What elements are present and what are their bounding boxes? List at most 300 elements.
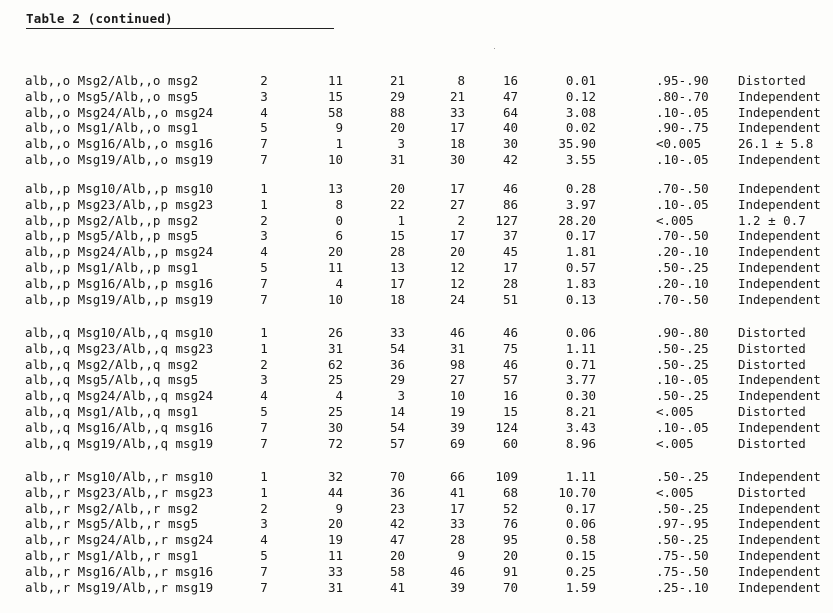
result-cell: Independent [738, 388, 821, 404]
chi-square-cell: 1.11 [565, 340, 596, 356]
row-label: alb,,p Msg24/Alb,,p msg24 [25, 244, 214, 260]
table-row [0, 580, 833, 596]
count-cell-2: 3 [397, 136, 405, 152]
row-label: alb,,q Msg24/Alb,,q msg24 [25, 388, 214, 404]
chi-square-cell: 0.15 [565, 548, 596, 563]
count-cell-3: 69 [449, 435, 465, 451]
table-row [0, 485, 833, 501]
count-cell-4: 109 [495, 469, 518, 484]
probability-cell: .20-.10 [656, 244, 709, 260]
result-cell: Independent [738, 120, 821, 136]
result-cell: Independent [738, 419, 821, 435]
count-cell-3: 33 [449, 516, 465, 532]
chromosome-cell: 2 [260, 500, 268, 516]
chromosome-cell: 7 [260, 579, 268, 595]
chromosome-cell: 3 [260, 372, 268, 388]
row-label: alb,,p Msg5/Alb,,p msg5 [25, 228, 199, 244]
result-cell: Distorted [738, 404, 806, 419]
row-label: alb,,p Msg19/Alb,,p msg19 [25, 291, 214, 307]
chi-square-cell: 3.77 [565, 372, 596, 388]
result-cell: Independent [738, 532, 821, 548]
table-row [0, 548, 833, 564]
count-cell-2: 20 [389, 181, 405, 196]
count-cell-3: 9 [457, 548, 465, 563]
table-row [0, 501, 833, 517]
chi-square-cell: 0.13 [565, 291, 596, 307]
count-cell-1: 10 [327, 291, 343, 307]
chromosome-cell: 7 [260, 291, 268, 307]
count-cell-1: 62 [327, 356, 343, 372]
count-cell-2: 54 [389, 419, 405, 435]
chi-square-cell: 1.59 [565, 579, 596, 595]
count-cell-1: 9 [335, 500, 343, 516]
table-row [0, 152, 833, 168]
chromosome-cell: 1 [260, 325, 268, 340]
chromosome-cell: 4 [260, 388, 268, 404]
probability-cell: <.005 [656, 435, 694, 451]
probability-cell: .95-.90 [656, 73, 709, 88]
count-cell-1: 11 [327, 260, 343, 275]
row-label: alb,,r Msg16/Alb,,r msg16 [25, 563, 214, 579]
probability-cell: .90-.80 [656, 325, 709, 340]
count-cell-1: 31 [327, 340, 343, 356]
count-cell-4: 124 [495, 419, 518, 435]
count-cell-3: 28 [449, 532, 465, 548]
table-row [0, 341, 833, 357]
chi-square-cell: 0.17 [565, 228, 596, 244]
count-cell-4: 15 [502, 404, 518, 419]
count-cell-4: 47 [502, 88, 518, 104]
count-cell-2: 17 [389, 275, 405, 291]
result-cell: Distorted [738, 435, 806, 451]
count-cell-2: 54 [389, 340, 405, 356]
table-row [0, 388, 833, 404]
count-cell-3: 39 [449, 579, 465, 595]
count-cell-2: 3 [397, 388, 405, 404]
result-cell: Independent [738, 516, 821, 532]
result-cell: Independent [738, 469, 821, 484]
count-cell-1: 25 [327, 404, 343, 419]
count-cell-2: 21 [389, 73, 405, 88]
chi-square-cell: 35.90 [558, 136, 596, 152]
count-cell-4: 60 [502, 435, 518, 451]
table-title: Table 2 (continued) [26, 11, 334, 29]
count-cell-1: 31 [327, 579, 343, 595]
chromosome-cell: 1 [260, 181, 268, 196]
count-cell-1: 20 [327, 244, 343, 260]
chi-square-cell: 0.28 [565, 181, 596, 196]
count-cell-4: 45 [502, 244, 518, 260]
result-cell: Independent [738, 291, 821, 307]
chromosome-cell: 4 [260, 104, 268, 120]
count-cell-3: 17 [449, 120, 465, 136]
result-cell: Independent [738, 228, 821, 244]
result-cell: Distorted [738, 356, 806, 372]
count-cell-4: 70 [502, 579, 518, 595]
row-label: alb,,r Msg24/Alb,,r msg24 [25, 532, 214, 548]
count-cell-3: 98 [449, 356, 465, 372]
count-cell-2: 1 [397, 212, 405, 228]
row-label: alb,,q Msg2/Alb,,q msg2 [25, 356, 199, 372]
chromosome-cell: 5 [260, 548, 268, 563]
count-cell-1: 9 [335, 120, 343, 136]
table-row [0, 244, 833, 260]
probability-cell: .80-.70 [656, 88, 709, 104]
table-row [0, 436, 833, 452]
chromosome-cell: 1 [260, 340, 268, 356]
row-label: alb,,o Msg1/Alb,,o msg1 [25, 120, 199, 136]
count-cell-2: 20 [389, 548, 405, 563]
chromosome-cell: 1 [260, 196, 268, 212]
chromosome-cell: 3 [260, 228, 268, 244]
chromosome-cell: 1 [260, 484, 268, 500]
count-cell-1: 11 [327, 73, 343, 88]
chi-square-cell: 0.02 [565, 120, 596, 136]
count-cell-4: 46 [502, 181, 518, 196]
count-cell-1: 25 [327, 372, 343, 388]
probability-cell: .97-.95 [656, 516, 709, 532]
count-cell-3: 12 [449, 275, 465, 291]
table-row [0, 228, 833, 244]
count-cell-4: 46 [502, 356, 518, 372]
count-cell-4: 16 [502, 388, 518, 404]
chromosome-cell: 2 [260, 73, 268, 88]
chi-square-cell: 1.83 [565, 275, 596, 291]
chi-square-cell: 1.81 [565, 244, 596, 260]
count-cell-2: 47 [389, 532, 405, 548]
count-cell-1: 13 [327, 181, 343, 196]
probability-cell: .70-.50 [656, 228, 709, 244]
chi-square-cell: 3.08 [565, 104, 596, 120]
count-cell-3: 46 [449, 563, 465, 579]
chromosome-cell: 3 [260, 88, 268, 104]
count-cell-2: 36 [389, 484, 405, 500]
count-cell-4: 20 [502, 548, 518, 563]
count-cell-1: 6 [335, 228, 343, 244]
row-label: alb,,q Msg19/Alb,,q msg19 [25, 435, 214, 451]
count-cell-4: 75 [502, 340, 518, 356]
count-cell-4: 37 [502, 228, 518, 244]
probability-cell: .50-.25 [656, 469, 709, 484]
table-row [0, 73, 833, 89]
result-cell: Independent [738, 563, 821, 579]
table-row [0, 105, 833, 121]
chi-square-cell: 0.57 [565, 260, 596, 275]
count-cell-4: 68 [502, 484, 518, 500]
count-cell-1: 58 [327, 104, 343, 120]
table-row [0, 89, 833, 105]
count-cell-3: 33 [449, 104, 465, 120]
table-row [0, 564, 833, 580]
count-cell-2: 15 [389, 228, 405, 244]
count-cell-3: 2 [457, 212, 465, 228]
result-cell: Distorted [738, 340, 806, 356]
result-cell: Independent [738, 579, 821, 595]
probability-cell: .50-.25 [656, 340, 709, 356]
count-cell-1: 4 [335, 388, 343, 404]
table-row [0, 469, 833, 485]
result-cell: Distorted [738, 484, 806, 500]
count-cell-2: 41 [389, 579, 405, 595]
chromosome-cell: 7 [260, 563, 268, 579]
count-cell-4: 64 [502, 104, 518, 120]
row-label: alb,,o Msg16/Alb,,o msg16 [25, 136, 214, 152]
table-row [0, 181, 833, 197]
chromosome-cell: 1 [260, 469, 268, 484]
chromosome-cell: 5 [260, 120, 268, 136]
probability-cell: .10-.05 [656, 152, 709, 167]
probability-cell: .75-.50 [656, 563, 709, 579]
chi-square-cell: 3.43 [565, 419, 596, 435]
chromosome-cell: 7 [260, 419, 268, 435]
count-cell-4: 28 [502, 275, 518, 291]
row-label: alb,,q Msg1/Alb,,q msg1 [25, 404, 199, 419]
chi-square-cell: 10.70 [558, 484, 596, 500]
chi-square-cell: 8.21 [565, 404, 596, 419]
row-label: alb,,p Msg1/Alb,,p msg1 [25, 260, 199, 275]
probability-cell: .70-.50 [656, 181, 709, 196]
count-cell-1: 20 [327, 516, 343, 532]
count-cell-3: 46 [449, 325, 465, 340]
count-cell-1: 1 [335, 136, 343, 152]
row-label: alb,,r Msg23/Alb,,r msg23 [25, 484, 214, 500]
count-cell-1: 72 [327, 435, 343, 451]
row-label: alb,,o Msg2/Alb,,o msg2 [25, 73, 199, 88]
count-cell-3: 17 [449, 181, 465, 196]
probability-cell: .10-.05 [656, 372, 709, 388]
probability-cell: .90-.75 [656, 120, 709, 136]
table-row [0, 292, 833, 308]
count-cell-2: 23 [389, 500, 405, 516]
row-label: alb,,q Msg23/Alb,,q msg23 [25, 340, 214, 356]
row-label: alb,,q Msg16/Alb,,q msg16 [25, 419, 214, 435]
probability-cell: .75-.50 [656, 548, 709, 563]
chi-square-cell: 8.96 [565, 435, 596, 451]
count-cell-4: 91 [502, 563, 518, 579]
probability-cell: .50-.25 [656, 388, 709, 404]
result-cell: Independent [738, 500, 821, 516]
chromosome-cell: 5 [260, 404, 268, 419]
chi-square-cell: 0.25 [565, 563, 596, 579]
count-cell-3: 24 [449, 291, 465, 307]
result-cell: Independent [738, 181, 821, 196]
count-cell-3: 17 [449, 228, 465, 244]
count-cell-1: 0 [335, 212, 343, 228]
count-cell-1: 10 [327, 152, 343, 167]
count-cell-3: 39 [449, 419, 465, 435]
count-cell-3: 8 [457, 73, 465, 88]
count-cell-3: 27 [449, 372, 465, 388]
chromosome-cell: 5 [260, 260, 268, 275]
row-label: alb,,r Msg19/Alb,,r msg19 [25, 579, 214, 595]
probability-cell: <0.005 [656, 136, 702, 152]
result-cell: 1.2 ± 0.7 [738, 212, 806, 228]
table-row [0, 197, 833, 213]
table-row [0, 372, 833, 388]
count-cell-3: 27 [449, 196, 465, 212]
count-cell-4: 57 [502, 372, 518, 388]
speck-mark [494, 48, 495, 49]
probability-cell: .50-.25 [656, 532, 709, 548]
result-cell: Independent [738, 88, 821, 104]
table-row [0, 404, 833, 420]
count-cell-3: 20 [449, 244, 465, 260]
count-cell-1: 15 [327, 88, 343, 104]
result-cell: Independent [738, 196, 821, 212]
chi-square-cell: 0.30 [565, 388, 596, 404]
probability-cell: .50-.25 [656, 260, 709, 275]
chromosome-cell: 7 [260, 435, 268, 451]
count-cell-3: 18 [449, 136, 465, 152]
count-cell-4: 51 [502, 291, 518, 307]
chi-square-cell: 0.01 [565, 73, 596, 88]
probability-cell: <.005 [656, 212, 694, 228]
count-cell-2: 88 [389, 104, 405, 120]
result-cell: Independent [738, 244, 821, 260]
count-cell-3: 41 [449, 484, 465, 500]
probability-cell: .50-.25 [656, 500, 709, 516]
chi-square-cell: 3.55 [565, 152, 596, 167]
probability-cell: .20-.10 [656, 275, 709, 291]
table-row [0, 532, 833, 548]
result-cell: Distorted [738, 73, 806, 88]
count-cell-2: 29 [389, 372, 405, 388]
result-cell: Independent [738, 260, 821, 275]
count-cell-4: 17 [502, 260, 518, 275]
count-cell-2: 58 [389, 563, 405, 579]
count-cell-1: 19 [327, 532, 343, 548]
row-label: alb,,q Msg5/Alb,,q msg5 [25, 372, 199, 388]
chi-square-cell: 0.12 [565, 88, 596, 104]
result-cell: Distorted [738, 325, 806, 340]
chi-square-cell: 1.11 [565, 469, 596, 484]
count-cell-2: 29 [389, 88, 405, 104]
probability-cell: <.005 [656, 484, 694, 500]
count-cell-3: 10 [449, 388, 465, 404]
count-cell-4: 52 [502, 500, 518, 516]
result-cell: Independent [738, 152, 821, 167]
count-cell-4: 42 [502, 152, 518, 167]
count-cell-2: 14 [389, 404, 405, 419]
row-label: alb,,o Msg5/Alb,,o msg5 [25, 88, 199, 104]
result-cell: Independent [738, 275, 821, 291]
probability-cell: <.005 [656, 404, 694, 419]
count-cell-4: 76 [502, 516, 518, 532]
result-cell: Independent [738, 548, 821, 563]
table-row [0, 120, 833, 136]
result-cell: Independent [738, 104, 821, 120]
chromosome-cell: 7 [260, 152, 268, 167]
count-cell-4: 40 [502, 120, 518, 136]
table-row [0, 136, 833, 152]
row-label: alb,,p Msg23/Alb,,p msg23 [25, 196, 214, 212]
table-row [0, 260, 833, 276]
row-label: alb,,r Msg10/Alb,,r msg10 [25, 469, 214, 484]
chromosome-cell: 7 [260, 275, 268, 291]
count-cell-1: 11 [327, 548, 343, 563]
probability-cell: .50-.25 [656, 356, 709, 372]
row-label: alb,,r Msg5/Alb,,r msg5 [25, 516, 199, 532]
count-cell-4: 86 [502, 196, 518, 212]
table-row [0, 516, 833, 532]
count-cell-2: 70 [389, 469, 405, 484]
chi-square-cell: 0.71 [565, 356, 596, 372]
count-cell-2: 42 [389, 516, 405, 532]
result-cell: 26.1 ± 5.8 [738, 136, 814, 152]
probability-cell: .10-.05 [656, 196, 709, 212]
chi-square-cell: 0.58 [565, 532, 596, 548]
chromosome-cell: 4 [260, 244, 268, 260]
row-label: alb,,r Msg2/Alb,,r msg2 [25, 500, 199, 516]
count-cell-4: 46 [502, 325, 518, 340]
count-cell-1: 44 [327, 484, 343, 500]
chi-square-cell: 0.06 [565, 325, 596, 340]
count-cell-2: 20 [389, 120, 405, 136]
chi-square-cell: 3.97 [565, 196, 596, 212]
chi-square-cell: 0.17 [565, 500, 596, 516]
count-cell-2: 33 [389, 325, 405, 340]
count-cell-3: 66 [449, 469, 465, 484]
count-cell-4: 16 [502, 73, 518, 88]
table-row [0, 420, 833, 436]
count-cell-2: 31 [389, 152, 405, 167]
probability-cell: .10-.05 [656, 419, 709, 435]
count-cell-2: 18 [389, 291, 405, 307]
count-cell-2: 22 [389, 196, 405, 212]
chromosome-cell: 3 [260, 516, 268, 532]
chi-square-cell: 28.20 [558, 212, 596, 228]
count-cell-3: 12 [449, 260, 465, 275]
count-cell-2: 36 [389, 356, 405, 372]
chromosome-cell: 4 [260, 532, 268, 548]
count-cell-1: 8 [335, 196, 343, 212]
count-cell-4: 30 [502, 136, 518, 152]
row-label: alb,,o Msg24/Alb,,o msg24 [25, 104, 214, 120]
count-cell-2: 57 [389, 435, 405, 451]
count-cell-4: 95 [502, 532, 518, 548]
table-row [0, 276, 833, 292]
count-cell-1: 26 [327, 325, 343, 340]
table-row [0, 213, 833, 229]
count-cell-1: 4 [335, 275, 343, 291]
chromosome-cell: 2 [260, 212, 268, 228]
table-row [0, 357, 833, 373]
probability-cell: .10-.05 [656, 104, 709, 120]
row-label: alb,,q Msg10/Alb,,q msg10 [25, 325, 214, 340]
count-cell-3: 21 [449, 88, 465, 104]
chromosome-cell: 7 [260, 136, 268, 152]
count-cell-2: 28 [389, 244, 405, 260]
row-label: alb,,p Msg2/Alb,,p msg2 [25, 212, 199, 228]
count-cell-4: 127 [495, 212, 518, 228]
count-cell-3: 19 [449, 404, 465, 419]
probability-cell: .25-.10 [656, 579, 709, 595]
count-cell-3: 31 [449, 340, 465, 356]
count-cell-1: 30 [327, 419, 343, 435]
count-cell-1: 32 [327, 469, 343, 484]
count-cell-2: 13 [389, 260, 405, 275]
chromosome-cell: 2 [260, 356, 268, 372]
probability-cell: .70-.50 [656, 291, 709, 307]
row-label: alb,,p Msg16/Alb,,p msg16 [25, 275, 214, 291]
count-cell-3: 17 [449, 500, 465, 516]
row-label: alb,,o Msg19/Alb,,o msg19 [25, 152, 214, 167]
count-cell-1: 33 [327, 563, 343, 579]
count-cell-3: 30 [449, 152, 465, 167]
chi-square-cell: 0.06 [565, 516, 596, 532]
row-label: alb,,p Msg10/Alb,,p msg10 [25, 181, 214, 196]
result-cell: Independent [738, 372, 821, 388]
